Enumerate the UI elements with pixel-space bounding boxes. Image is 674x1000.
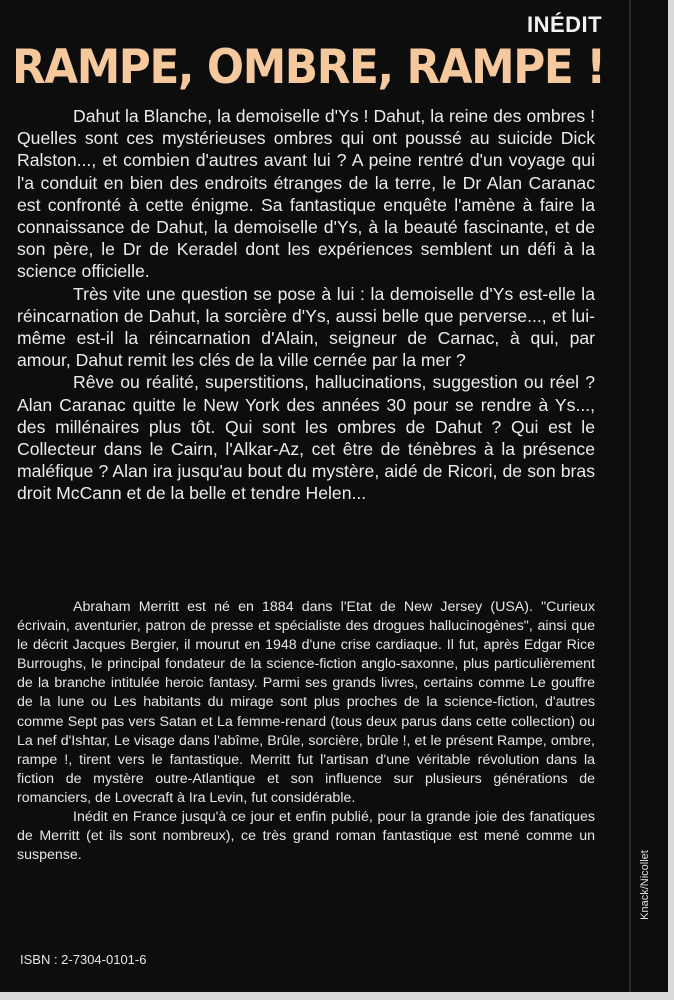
page-edge-right [668, 0, 674, 1000]
synopsis-block [17, 105, 595, 505]
synopsis-paragraph: Rêve ou réalité, superstitions, hallucinations, suggestion ou réel ? Alan Caranac quitte le New York des années 30 pour se rendre à Ys..., des millénaires plus tôt. Qui sont les ombres de Dahut ? Qui est le Collecteur dans le Cairn, l'Alkar-Az, cet être de ténèbres à la présence maléfique ? Alan ira jusqu'au bout du mystère, aidé de Ricori, de son bras droit McCann et de la belle et tendre Helen... [17, 372, 595, 504]
inedit-badge: INÉDIT [527, 12, 603, 37]
isbn-label: ISBN : 2-7304-0101-6 [20, 952, 147, 967]
page-edge-bottom [0, 992, 674, 1000]
author-bio-paragraph: Abraham Merritt est né en 1884 dans l'Etat de New Jersey (USA). "Curieux écrivain, aventurier, patron de presse et spécialiste des drogues hallucinogènes", ainsi que le décrit Jacques Bergier, il mourut en 1948 d'une crise cardiaque. Il fut, après Edgar Rice Burroughs, le principal fondateur de la science-fiction anglo-saxonne, plus particulièrement de la branche intitulée heroic fantasy. Parmi ses grands livres, certains comme Le gouffre de la lune ou Les habitants du mirage sont plus proches de la science-fiction, d'autres comme Sept pas vers Satan et La femme-renard (tous deux parus dans cette collection) ou La nef d'Ishtar, Le visage dans l'abîme, Brûle, sorcière, brûle !, et le présent Rampe, ombre, rampe !, tirent vers le fantastique. Merritt fut l'artisan d'une véritable révolution dans la fiction de mystère outre-Atlantique et son influence sur plusieurs générations de romanciers, de Lovecraft à Ira Levin, fut considérable. [17, 599, 595, 806]
synopsis-paragraph: Très vite une question se pose à lui : la demoiselle d'Ys est-elle la réincarnation de Dahut, la sorcière d'Ys, aussi belle que perverse..., et lui-même est-il la réincarnation d'Alain, seigneur de Carnac, à qui, par amour, Dahut remit les clés de la ville cernée par la mer ? [17, 283, 595, 371]
spine-divider [629, 0, 631, 1000]
book-title: RAMPE, OMBRE, RAMPE ! [12, 40, 605, 95]
synopsis-paragraph: Dahut la Blanche, la demoiselle d'Ys ! Dahut, la reine des ombres ! Quelles sont ces mystérieuses ombres qui ont poussé au suicide Dick Ralston..., et combien d'autres avant lui ? A peine rentré d'un voyage qui l'a conduit en bien des endroits étranges de la terre, le Dr Alan Caranac est confronté à cette énigme. Sa fantastique enquête l'amène à faire la connaissance de Dahut, la demoiselle d'Ys, à la beauté fascinante, et de son père, le Dr de Keradel dont les expériences semblent un défi à la science officielle. [17, 106, 595, 282]
cover-art-credit: Knack/Nicollet [639, 850, 651, 920]
publication-note-paragraph: Inédit en France jusqu'à ce jour et enfin publié, pour la grande joie des fanatiques de Merritt (et ils sont nombreux), ce très grand roman fantastique est mené comme un suspense. [17, 809, 595, 864]
author-bio-block [17, 598, 595, 865]
